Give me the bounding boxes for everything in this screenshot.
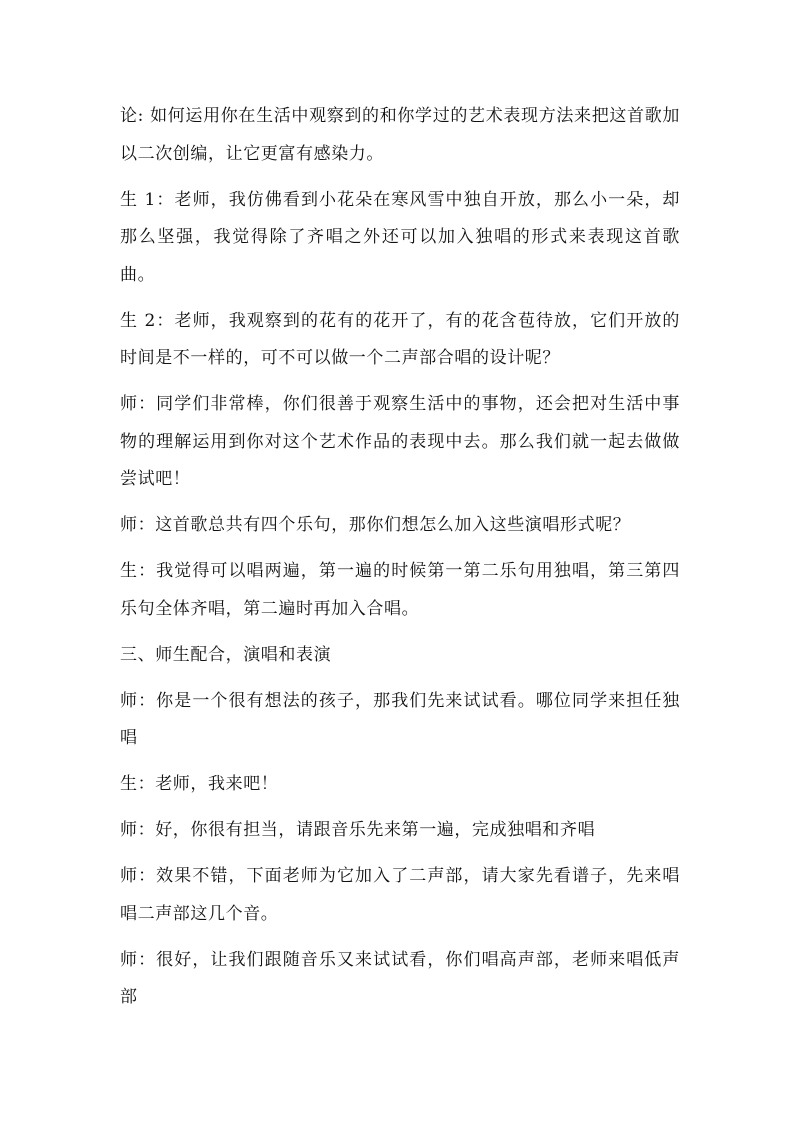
paragraph-teacher-second-part: 师：效果不错，下面老师为它加入了二声部，请大家先看谱子，先来唱唱二声部这几个音。	[120, 866, 680, 924]
paragraph-discussion-prompt: 论: 如何运用你在生活中观察到的和你学过的艺术表现方法来把这首歌加以二次创编，让它更富有感染力。	[120, 106, 680, 164]
section-heading-3: 三、师生配合，演唱和表演	[120, 644, 332, 665]
paragraph-student-volunteer: 生：老师，我来吧！	[120, 774, 279, 794]
paragraph-teacher-first-run: 师：好，你很有担当，请跟音乐先来第一遍，完成独唱和齐唱	[120, 820, 596, 840]
paragraph-student-1: 生 1：老师，我仿佛看到小花朵在寒风雪中独自开放，那么小一朵，却那么坚强，我觉得除了齐唱之外还可以加入独唱的形式来表现这首歌曲。	[120, 189, 680, 285]
paragraph-student-answer: 生：我觉得可以唱两遍，第一遍的时候第一第二乐句用独唱，第三第四乐句全体齐唱，第二遍时再加入合唱。	[120, 561, 680, 619]
paragraph-student-2: 生 2：老师，我观察到的花有的花开了，有的花含苞待放，它们开放的时间是不一样的，可不可以做一个二声部合唱的设计呢？	[120, 310, 680, 368]
paragraph-teacher-solo-call: 师：你是一个很有想法的孩子，那我们先来试试看。哪位同学来担任独唱	[120, 690, 680, 748]
paragraph-teacher-question: 师：这首歌总共有四个乐句，那你们想怎么加入这些演唱形式呢？	[120, 515, 631, 535]
paragraph-teacher-harmony: 师：很好，让我们跟随音乐又来试试看，你们唱高声部，老师来唱低声部	[120, 949, 680, 1007]
document-body	[120, 98, 680, 1025]
paragraph-teacher-praise: 师：同学们非常棒，你们很善于观察生活中的事物，还会把对生活中事物的理解运用到你对这个艺术作品的表现中去。那么我们就一起去做做尝试吧！	[120, 394, 680, 489]
